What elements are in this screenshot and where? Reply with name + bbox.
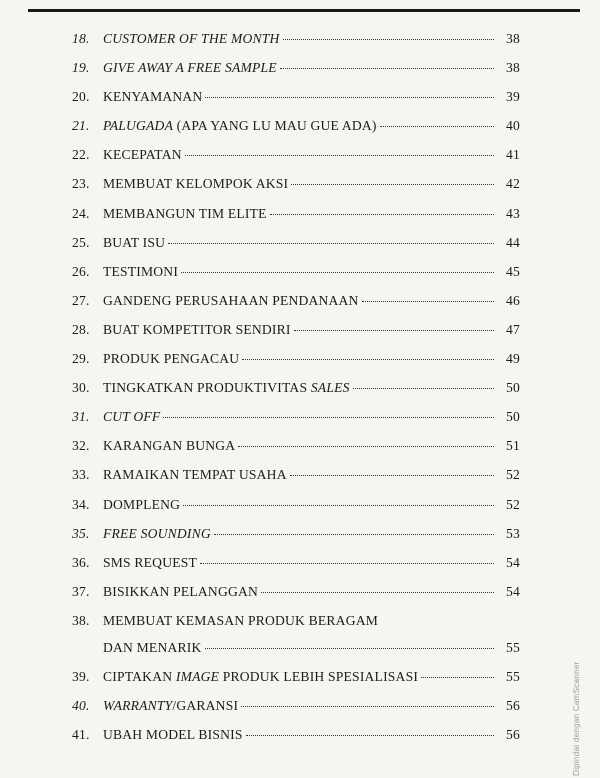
toc-entry-number: 18. [72,31,90,46]
dot-leader [238,446,494,447]
toc-entry-title-part: IMAGE [175,668,220,684]
toc-entry [72,409,520,438]
dot-leader [261,592,494,593]
dot-leader [270,214,494,215]
toc-entry-title [103,613,378,629]
dot-leader [168,243,494,244]
dot-leader [246,735,494,736]
toc-entry-page: 49 [506,351,520,367]
toc-entry-title [103,176,288,192]
toc-entry-page: 56 [506,698,520,714]
toc-entry-title [103,147,182,163]
toc-entry [72,613,520,640]
toc-entry-number: 34. [72,496,90,512]
toc-entry-page: 51 [506,438,520,454]
toc-entry-page: 53 [506,525,520,541]
toc-entry-number: 38. [72,612,90,628]
toc-entry-title-part: SMS REQUEST [103,554,197,570]
toc-entry-page: 54 [506,554,520,570]
toc-entry-title [103,669,418,685]
toc-entry-page: 40 [506,118,520,134]
toc-entry-page: 55 [506,639,520,655]
toc-entry-number: 37. [72,583,90,599]
toc-entry [72,698,520,727]
toc-entry-title-part: FREE SOUNDING [103,525,211,541]
dot-leader [421,677,494,678]
toc-entry-title-part: KENYAMANAN [103,89,203,105]
toc-entry-title-part: BUAT ISU [103,234,166,250]
toc-entry-number: 29. [72,351,90,367]
toc-entry [72,31,520,60]
toc-entry-title-part: RAMAIKAN TEMPAT USAHA [103,467,287,483]
toc-entry-number: 24. [72,205,90,221]
toc-entry [72,640,520,669]
toc-entry-number: 33. [72,467,90,483]
toc-entry-page: 41 [506,147,520,163]
top-rule [28,9,580,12]
toc-entry-number: 19. [72,60,90,76]
toc-entry-title [103,235,165,251]
toc-entry-title-part: /GARANSI [172,698,239,714]
toc-entry-page: 38 [506,60,520,76]
toc-entry-page: 56 [506,727,520,743]
toc-entry [72,467,520,496]
toc-entry [72,147,520,176]
toc-entry-page: 43 [506,205,520,221]
toc-entry-title-part: WARRANTY [103,698,173,714]
toc-entry-title [103,409,160,425]
dot-leader [362,301,494,302]
toc-entry [72,264,520,293]
toc-entry-title [103,698,238,714]
toc-entry-title [103,727,243,743]
toc-entry [72,176,520,205]
toc-entry-title [103,118,377,134]
toc-entry-number: 36. [72,554,90,570]
dot-leader [241,706,494,707]
toc-entry-title-part: PRODUK PENGACAU [103,351,240,367]
toc-entry-page: 50 [506,409,520,425]
toc-entry-title [103,206,267,222]
toc-entry [72,438,520,467]
toc-entry-page: 38 [506,31,520,46]
toc-entry-title [103,351,239,367]
toc-entry-number: 40. [72,698,90,714]
toc-entry [72,497,520,526]
toc-entry-title-part: CUSTOMER OF THE MONTH [103,31,280,46]
toc-entry-title [103,31,280,47]
toc-entry-number: 32. [72,438,90,454]
toc-entry [72,669,520,698]
toc-entry-page: 50 [506,380,520,396]
toc-entry-title-part: KARANGAN BUNGA [103,438,236,454]
toc-entry-number: 25. [72,234,90,250]
toc-entry-title-part: TESTIMONI [103,263,179,279]
toc-entry-title-part: KECEPATAN [103,147,182,163]
toc-entry [72,235,520,264]
toc-entry-page: 45 [506,263,520,279]
toc-entry-number: 35. [72,525,90,541]
toc-entry-title [103,293,359,309]
toc-entry-number: 28. [72,321,90,337]
toc-entry-page: 39 [506,89,520,105]
toc-entry-title-part: PALUGADA [103,118,174,134]
toc-entry-title-part: CUT OFF [103,409,161,425]
toc-entry [72,526,520,555]
toc-entry-title-part: MEMBUAT KELOMPOK AKSI [103,176,289,192]
toc-entry-number: 23. [72,176,90,192]
dot-leader [242,359,494,360]
toc-entry-page: 47 [506,321,520,337]
toc-entry [72,293,520,322]
toc-entry-title [103,526,211,542]
toc-entry-number: 41. [72,727,90,743]
dot-leader [353,388,494,389]
toc-entry-page: 54 [506,583,520,599]
toc-entry-number: 26. [72,263,90,279]
toc-entry-page: 55 [506,668,520,684]
toc-entry-title [103,89,202,105]
dot-leader [294,330,494,331]
table-of-contents [72,31,520,756]
toc-entry-page: 46 [506,292,520,308]
toc-entry-title-part: (APA YANG LU MAU GUE ADA) [173,118,377,134]
toc-entry-title-part: BISIKKAN PELANGGAN [103,583,259,599]
scanner-watermark: Dipindai dengan CamScanner [572,661,581,776]
toc-entry-page: 44 [506,234,520,250]
toc-entry-page: 42 [506,176,520,192]
toc-entry-title [103,467,287,483]
toc-entry-title-part: BUAT KOMPETITOR SENDIRI [103,321,291,337]
toc-entry-title [103,438,235,454]
dot-leader [214,534,494,535]
dot-leader [283,39,494,40]
toc-entry-title [103,60,277,76]
toc-entry [72,322,520,351]
dot-leader [380,126,494,127]
toc-entry-title-part: UBAH MODEL BISNIS [103,727,243,743]
dot-leader [290,475,494,476]
toc-entry [72,118,520,147]
toc-entry-number: 21. [72,118,90,134]
toc-entry-title [103,555,197,571]
toc-entry-title [103,380,350,396]
toc-entry-number: 39. [72,668,90,684]
toc-entry-number: 27. [72,292,90,308]
dot-leader [280,68,494,69]
toc-entry-title [103,640,202,656]
toc-entry [72,727,520,756]
toc-entry [72,555,520,584]
toc-entry-title-part: MEMBUAT KEMASAN PRODUK BERAGAM [103,612,379,628]
toc-entry-number: 30. [72,380,90,396]
toc-entry-title [103,584,258,600]
toc-entry-title [103,322,291,338]
dot-leader [185,155,494,156]
toc-entry-title-part: CIPTAKAN [103,668,176,684]
toc-entry-title-part: DAN MENARIK [103,639,202,655]
toc-entry [72,351,520,380]
toc-entry-title-part: DOMPLENG [103,496,181,512]
dot-leader [291,184,494,185]
dot-leader [200,563,494,564]
toc-entry-title-part: TINGKATKAN PRODUKTIVITAS [103,380,311,396]
toc-entry-number: 22. [72,147,90,163]
toc-entry-title-part: GIVE AWAY A FREE SAMPLE [103,60,277,76]
toc-entry-page: 52 [506,467,520,483]
toc-entry [72,584,520,613]
toc-entry-title [103,497,180,513]
toc-entry [72,380,520,409]
dot-leader [205,97,494,98]
toc-entry-title-part: SALES [310,380,350,396]
dot-leader [163,417,494,418]
toc-entry [72,60,520,89]
dot-leader [205,648,495,649]
toc-entry-title [103,264,178,280]
toc-entry-title-part: GANDENG PERUSAHAAN PENDANAAN [103,292,359,308]
toc-entry-title-part: PRODUK LEBIH SPESIALISASI [219,668,419,684]
toc-entry-number: 20. [72,89,90,105]
toc-entry-number: 31. [72,409,90,425]
dot-leader [181,272,494,273]
toc-entry [72,89,520,118]
toc-entry-title-part: MEMBANGUN TIM ELITE [103,205,267,221]
toc-entry-page: 52 [506,496,520,512]
toc-entry [72,206,520,235]
dot-leader [183,505,494,506]
